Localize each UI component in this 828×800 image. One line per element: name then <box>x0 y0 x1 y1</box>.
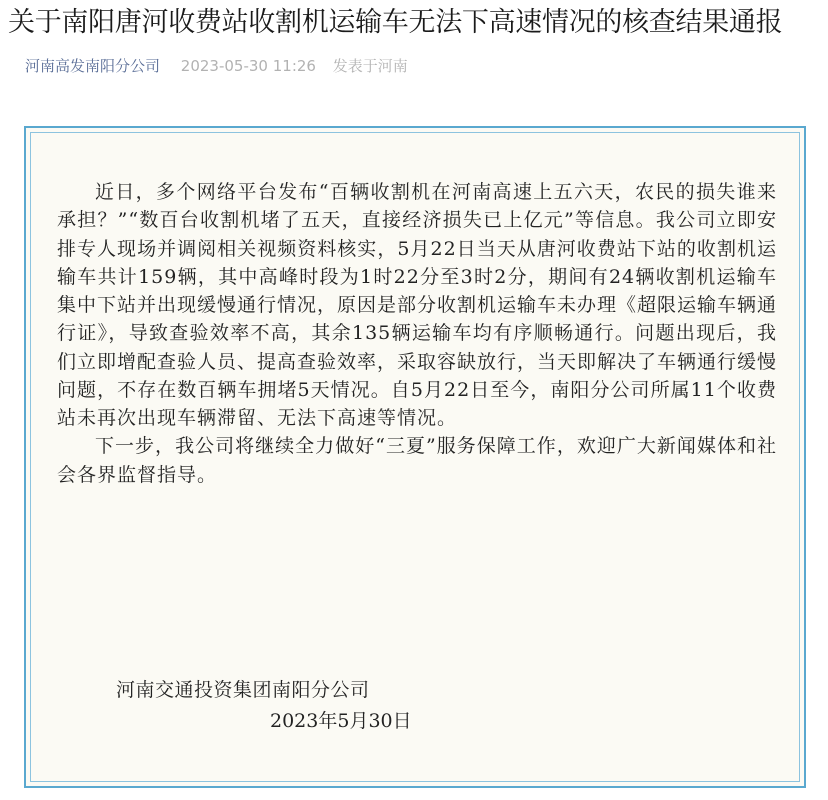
notice-paragraph-2: 下一步，我公司将继续全力做好“三夏”服务保障工作，欢迎广大新闻媒体和社会各界监督指导。 <box>57 435 777 486</box>
article-title: 关于南阳唐河收费站收割机运输车无法下高速情况的核查结果通报 <box>8 7 783 38</box>
notice-paragraph-1: 近日，多个网络平台发布“百辆收割机在河南高速上五六天，农民的损失谁来承担？”“数百台收割机堵了五天，直接经济损失已上亿元”等信息。我公司立即安排专人现场并调阅相关视频资料核实，5月22日当天从唐河收费站下站的收割机运输车共计159辆，其中高峰时段为1时22分至3时2分，期间有24辆收割机运输车集中下站并出现缓慢通行情况，原因是部分收割机运输车未办理《超限运输车辆通行证》，导致查验效率不高，其余135辆运输车均有序顺畅通行。问题出现后，我们立即增配查验人员、提高查验效率，采取容缺放行，当天即解决了车辆通行缓慢问题，不存在数百辆车拥堵5天情况。自5月22日至今，南阳分公司所属11个收费站未再次出现车辆滞留、无法下高速等情况。 <box>57 181 778 429</box>
notice-body <box>57 178 777 489</box>
notice-signature: 河南交通投资集团南阳分公司 <box>116 679 370 701</box>
notice-date: 2023年5月30日 <box>270 710 412 732</box>
publish-timestamp: 2023-05-30 11:26 <box>180 57 316 75</box>
article-meta <box>25 56 408 76</box>
source-account-link[interactable]: 河南高发南阳分公司 <box>25 57 161 75</box>
publish-location: 发表于河南 <box>332 57 408 75</box>
